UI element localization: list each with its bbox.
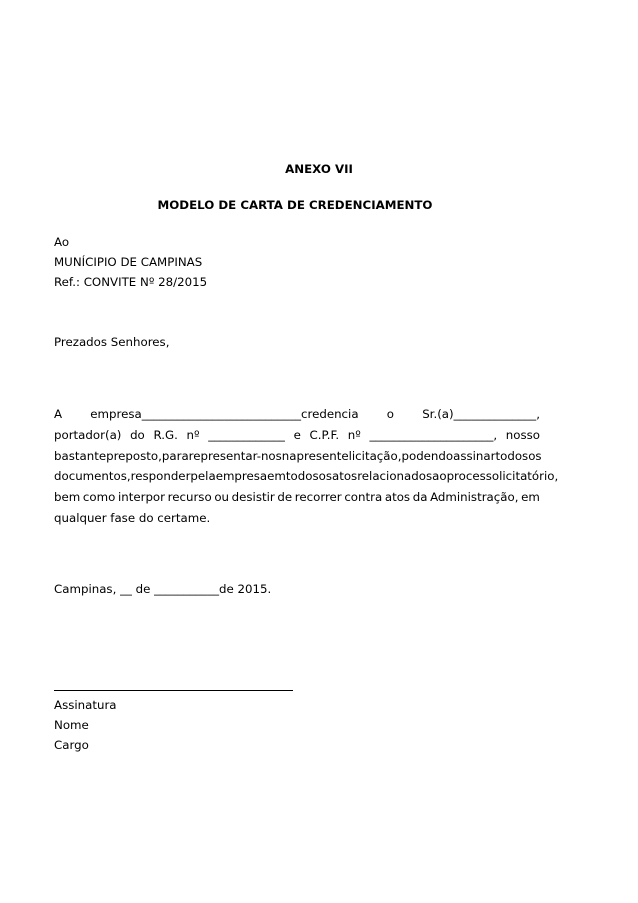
signature-label: Assinatura xyxy=(54,698,117,712)
body-line xyxy=(54,446,540,467)
body-word: _____________________, xyxy=(369,427,498,442)
body-word: Sr.(a)______________, xyxy=(422,407,540,421)
body-word: licitatório, xyxy=(499,469,559,484)
body-word: contra xyxy=(344,490,383,505)
signature-name: Nome xyxy=(54,718,89,732)
body-word: na xyxy=(281,448,297,463)
body-word: Administração, xyxy=(430,490,519,505)
body-line-last: qualquer fase do certame. xyxy=(54,510,211,525)
body-word: nº xyxy=(347,427,361,442)
body-word: recorrer xyxy=(294,490,342,505)
body-line xyxy=(54,487,540,508)
body-word: presente xyxy=(296,448,349,463)
body-word: do xyxy=(130,427,145,442)
body-word: todos xyxy=(285,469,319,484)
body-word: o xyxy=(386,407,394,421)
body-line xyxy=(54,466,559,487)
body-word: em xyxy=(521,490,540,505)
recipient-to: Ao xyxy=(54,235,70,249)
recipient-entity: MUNÍCIPIO DE CAMPINAS xyxy=(54,255,203,269)
body-word: ao xyxy=(432,469,447,484)
body-line xyxy=(54,425,540,446)
document-subtitle: MODELO DE CARTA DE CREDENCIAMENTO xyxy=(157,198,433,212)
body-word: relacionados xyxy=(357,469,433,484)
date-line: Campinas, __ de ___________de 2015. xyxy=(54,582,272,596)
body-word: recurso xyxy=(167,490,212,505)
body-word: preposto, xyxy=(106,448,162,463)
recipient-reference: Ref.: CONVITE Nº 28/2015 xyxy=(54,275,208,289)
body-word: de xyxy=(277,490,293,505)
body-paragraph xyxy=(54,404,559,529)
body-word: empresa xyxy=(215,469,268,484)
body-word: os xyxy=(318,469,332,484)
body-word: empresa___________________________credencia xyxy=(90,407,359,421)
body-word: bastante xyxy=(54,448,107,463)
body-word: licitação, xyxy=(348,448,402,463)
body-word: atos xyxy=(331,469,358,484)
body-word: nº xyxy=(186,427,200,442)
body-word: como xyxy=(82,490,116,505)
annex-title: ANEXO VII xyxy=(285,162,353,176)
body-word: e xyxy=(293,427,301,442)
body-word: portador(a) xyxy=(54,427,122,442)
body-word: interpor xyxy=(117,490,165,505)
greeting: Prezados Senhores, xyxy=(54,335,170,349)
body-word: pela xyxy=(190,469,216,484)
body-word: podendo xyxy=(401,448,454,463)
body-word: responder xyxy=(130,469,191,484)
body-word: da xyxy=(412,490,428,505)
body-word: todos xyxy=(495,448,529,463)
body-word: _____________ xyxy=(208,427,285,442)
body-word: C.P.F. xyxy=(309,427,340,442)
body-word: representar-nos xyxy=(188,448,282,463)
body-word: assinar xyxy=(453,448,496,463)
body-line xyxy=(54,404,540,425)
body-word: A xyxy=(54,407,63,421)
body-word: R.G. xyxy=(153,427,178,442)
signature-role: Cargo xyxy=(54,738,89,752)
body-word: bem xyxy=(54,490,81,505)
signature-line xyxy=(54,690,293,691)
body-word: os xyxy=(528,448,542,463)
body-word: ou xyxy=(214,490,230,505)
body-word: documentos, xyxy=(54,469,131,484)
body-word: em xyxy=(267,469,286,484)
body-word: para xyxy=(161,448,189,463)
body-word: processo xyxy=(446,469,500,484)
body-word: atos xyxy=(384,490,411,505)
body-word: nosso xyxy=(505,427,540,442)
body-word: desistir xyxy=(231,490,275,505)
